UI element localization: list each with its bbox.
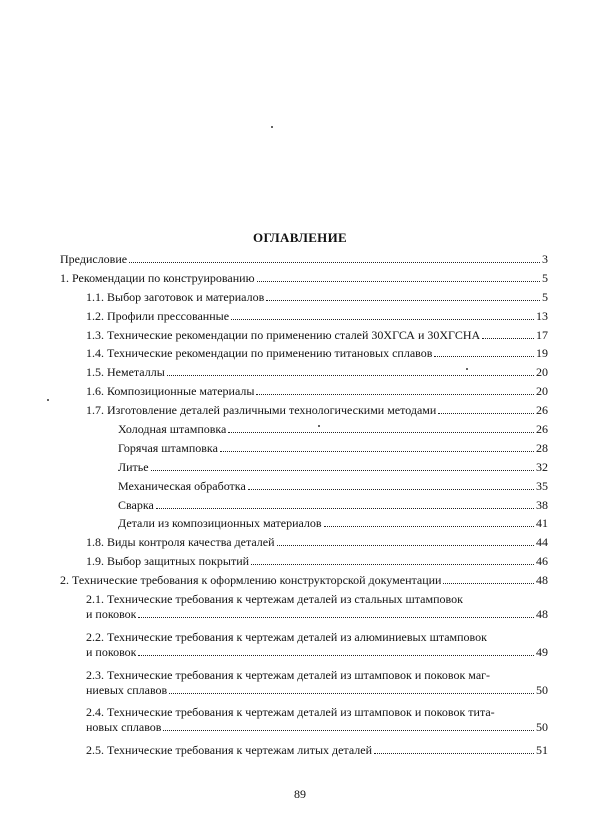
toc-entry: [86, 668, 548, 698]
toc-entry-title: 1.8. Виды контроля качества деталей: [86, 535, 275, 550]
toc-entry-page: 19: [536, 346, 548, 361]
toc-entry-page: 26: [536, 403, 548, 418]
toc-entry-title: 2. Технические требования к оформлению конструкторской документации: [60, 573, 442, 588]
toc-entry-title: Детали из композиционных материалов: [118, 516, 322, 531]
toc-entry-page: 20: [536, 365, 548, 380]
dot-leader: [163, 730, 534, 731]
toc-entry: [118, 460, 548, 475]
toc-entry-title: 1.9. Выбор защитных покрытий: [86, 554, 250, 569]
toc-entry-page: 20: [536, 384, 548, 399]
toc-entry-page: 5: [542, 270, 548, 285]
toc-entry: [118, 441, 548, 456]
toc-entry-title: Горячая штамповка: [118, 440, 218, 455]
toc-entry-page: 38: [536, 497, 548, 512]
toc-entry: [86, 554, 548, 569]
toc-entry: [118, 422, 548, 437]
toc-entry-title: 2.4. Технические требования к чертежам деталей из штамповок и поковок тита-: [86, 705, 495, 720]
scan-speck: [47, 399, 49, 401]
toc-entry-page: 32: [536, 459, 548, 474]
toc-entry: [86, 346, 548, 361]
scan-speck: [318, 425, 320, 427]
dot-leader: [220, 451, 534, 452]
toc-entry-page: 46: [536, 554, 548, 569]
toc-entry-title: 1.1. Выбор заготовок и материалов: [86, 289, 265, 304]
toc-entry-title: 2.3. Технические требования к чертежам деталей из штамповок и поковок маг-: [86, 667, 491, 682]
scan-speck: [466, 368, 468, 370]
dot-leader: [156, 508, 534, 509]
toc-entry-title: Литье: [118, 459, 149, 474]
dot-leader: [228, 432, 534, 433]
scan-speck: [271, 126, 273, 128]
toc-entry-page: 26: [536, 422, 548, 437]
toc-entry: [118, 516, 548, 531]
dot-leader: [324, 526, 534, 527]
dot-leader: [277, 545, 534, 546]
dot-leader: [438, 413, 534, 414]
dot-leader: [266, 300, 540, 301]
toc-entry-page: 17: [536, 327, 548, 342]
toc-entry-title: 1.5. Неметаллы: [86, 365, 165, 380]
toc-entry-page: 5: [542, 289, 548, 304]
dot-leader: [248, 489, 534, 490]
toc-entry-title-cont: ниевых сплавов: [86, 682, 168, 697]
toc-entry: [86, 630, 548, 660]
dot-leader: [374, 753, 534, 754]
toc-entry: [60, 252, 548, 267]
toc-entry-title: Холодная штамповка: [118, 422, 227, 437]
toc-entry: [86, 290, 548, 305]
toc-entry-page: 51: [536, 743, 548, 758]
toc-entry-title-cont: новых сплавов: [86, 720, 162, 735]
toc-entry-page: 44: [536, 535, 548, 550]
toc-entry: [86, 535, 548, 550]
toc-entry-title: 1.6. Композиционные материалы: [86, 384, 255, 399]
dot-leader: [151, 470, 534, 471]
toc-entry-page: 50: [536, 682, 548, 697]
toc-entry-title: 1.4. Технические рекомендации по применению титановых сплавов: [86, 346, 433, 361]
toc-entry-title: Предисловие: [60, 252, 128, 266]
toc-entry: [86, 309, 548, 324]
toc-entry: [60, 573, 548, 588]
toc-entry-title: Механическая обработка: [118, 478, 246, 493]
toc-entry-title-cont: и поковок: [86, 644, 137, 659]
toc-entry: [60, 271, 548, 286]
toc-entry-title: 1.3. Технические рекомендации по применению сталей 30ХГСА и 30ХГСНА: [86, 327, 481, 342]
toc-entry-page: 48: [536, 607, 548, 622]
toc-entry: [86, 403, 548, 418]
toc-entry: [86, 705, 548, 735]
toc-entry: [86, 592, 548, 622]
toc-entry-title: 2.2. Технические требования к чертежам деталей из алюминиевых штамповок: [86, 629, 487, 644]
dot-leader: [167, 375, 534, 376]
dot-leader: [138, 617, 534, 618]
toc-entry-page: 3: [542, 252, 548, 266]
dot-leader: [169, 693, 534, 694]
toc-entry-title: 2.5. Технические требования к чертежам литых деталей: [86, 743, 372, 758]
dot-leader: [231, 319, 534, 320]
toc-entry: [86, 743, 548, 758]
toc-entry-page: 35: [536, 478, 548, 493]
toc-entry-title: Сварка: [118, 497, 154, 512]
dot-leader: [443, 583, 534, 584]
toc-entry-title-cont: и поковок: [86, 607, 137, 622]
dot-leader: [256, 394, 534, 395]
dot-leader: [251, 564, 534, 565]
toc-entry-page: 28: [536, 440, 548, 455]
toc-entry-title: 2.1. Технические требования к чертежам деталей из стальных штамповок: [86, 592, 463, 607]
dot-leader: [138, 655, 534, 656]
table-of-contents: [60, 252, 548, 762]
toc-entry-page: 48: [536, 573, 548, 588]
toc-entry-page: 49: [536, 644, 548, 659]
toc-entry: [118, 498, 548, 513]
toc-entry: [86, 384, 548, 399]
dot-leader: [434, 356, 534, 357]
toc-entry-title: 1. Рекомендации по конструированию: [60, 270, 255, 285]
dot-leader: [257, 281, 540, 282]
dot-leader: [482, 338, 534, 339]
toc-entry: [86, 328, 548, 343]
toc-entry-title: 1.7. Изготовление деталей различными технологическими методами: [86, 403, 437, 418]
toc-entry-page: 41: [536, 516, 548, 531]
page-number: 89: [294, 787, 306, 801]
dot-leader: [129, 262, 540, 263]
toc-entry-title: 1.2. Профили прессованные: [86, 308, 230, 323]
toc-entry: [118, 479, 548, 494]
toc-entry-page: 50: [536, 720, 548, 735]
toc-title: ОГЛАВЛЕНИЕ: [253, 230, 347, 245]
toc-entry-page: 13: [536, 308, 548, 323]
toc-entry: [86, 365, 548, 380]
